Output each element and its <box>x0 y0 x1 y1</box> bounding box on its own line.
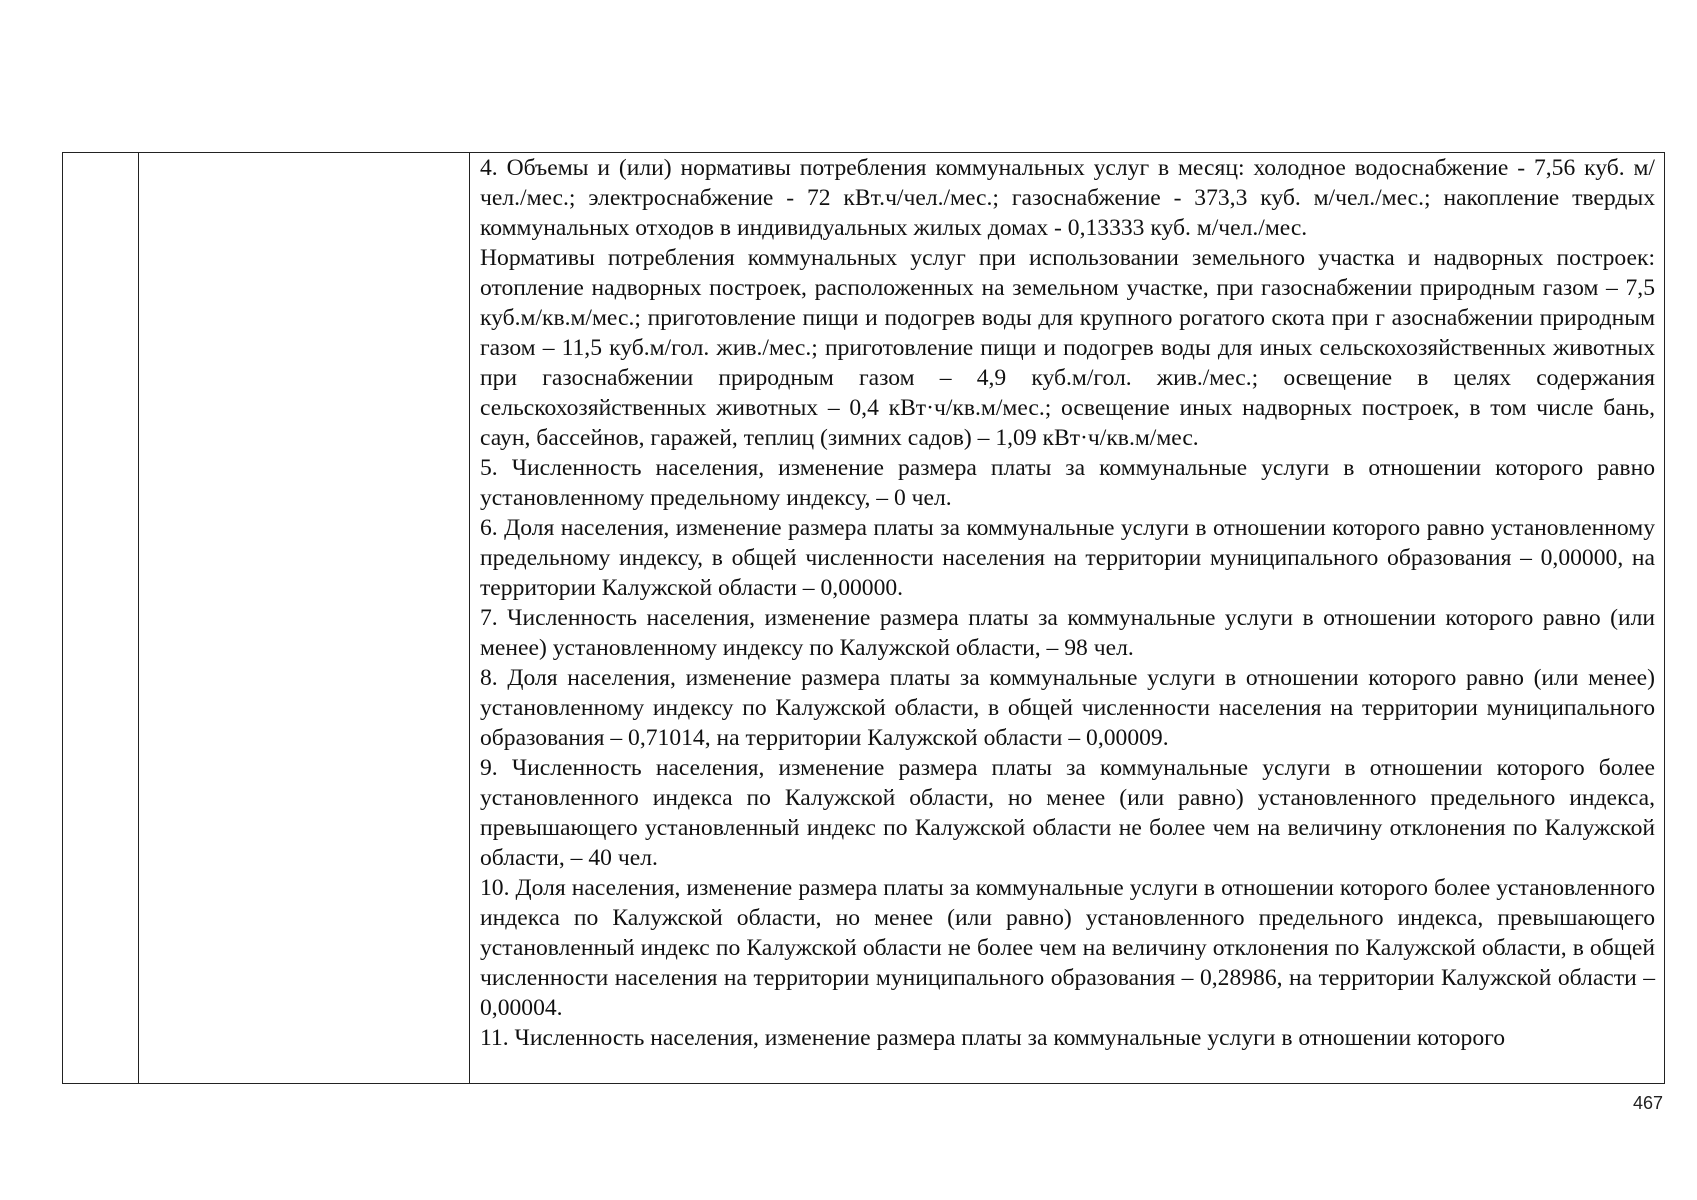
paragraph-consumption-norms: Нормативы потребления коммунальных услуг при использовании земельного участка и надворных построек: отопление надворных построек, расположенных на земельном участке, при газоснабжении природным газом – 7,5 куб.м/кв.м/мес.; приготовление пищи и подогрев воды для крупного рогатого скота при г азоснабжении природным газом – 11,5 куб.м/гол. жив./мес.; приготовление пищи и подогрев воды для иных сельскохозяйственных животных при газоснабжении природным газом – 4,9 куб.м/гол. жив./мес.; освещение в целях содержания сельскохозяйственных животных – 0,4 кВт·ч/кв.м/мес.; освещение иных надворных построек, в том числе бань, саун, бассейнов, гаражей, теплиц (зимних садов) – 1,09 кВт·ч/кв.м/мес. <box>480 245 1655 451</box>
table-column-empty-2 <box>139 153 470 1083</box>
paragraph-item-10: 10. Доля населения, изменение размера платы за коммунальные услуги в отношении которого более установленного индекса по Калужской области, но менее (или равно) установленного предельного индекса, превышающего установленный индекс по Калужской области не более чем на величину отклонения по Калужской области, в общей численности населения на территории муниципального образования – 0,28986, на территории Калужской области – 0,00004. <box>480 875 1655 1021</box>
paragraph-item-8: 8. Доля населения, изменение размера платы за коммунальные услуги в отношении которого равно (или менее) установленному индексу по Калужской области, в общей численности населения на территории муниципального образования – 0,71014, на территории Калужской области – 0,00009. <box>480 665 1655 751</box>
document-table <box>62 152 1665 1084</box>
paragraph-item-7: 7. Численность населения, изменение размера платы за коммунальные услуги в отношении которого равно (или менее) установленному индексу по Калужской области, – 98 чел. <box>480 605 1655 661</box>
paragraph-item-5: 5. Численность населения, изменение размера платы за коммунальные услуги в отношении которого равно установленному предельному индексу, – 0 чел. <box>480 455 1655 511</box>
paragraph-item-11: 11. Численность населения, изменение размера платы за коммунальные услуги в отношении которого <box>480 1025 1506 1051</box>
page-number: 467 <box>1632 1093 1663 1113</box>
table-column-content <box>470 153 1664 1083</box>
paragraph-item-9: 9. Численность населения, изменение размера платы за коммунальные услуги в отношении которого более установленного индекса по Калужской области, но менее (или равно) установленного предельного индекса, превышающего установленный индекс по Калужской области не более чем на величину отклонения по Калужской области, – 40 чел. <box>480 755 1655 871</box>
paragraph-item-4: 4. Объемы и (или) нормативы потребления коммунальных услуг в месяц: холодное водоснабжение - 7,56 куб. м/чел./мес.; электроснабжение - 72 кВт.ч/чел./мес.; газоснабжение - 373,3 куб. м/чел./мес.; накопление твердых коммунальных отходов в индивидуальных жилых домах - 0,13333 куб. м/чел./мес. <box>480 155 1655 241</box>
paragraph-item-6: 6. Доля населения, изменение размера платы за коммунальные услуги в отношении которого равно установленному предельному индексу, в общей численности населения на территории муниципального образования – 0,00000, на территории Калужской области – 0,00000. <box>480 515 1655 601</box>
table-column-empty-1 <box>63 153 139 1083</box>
